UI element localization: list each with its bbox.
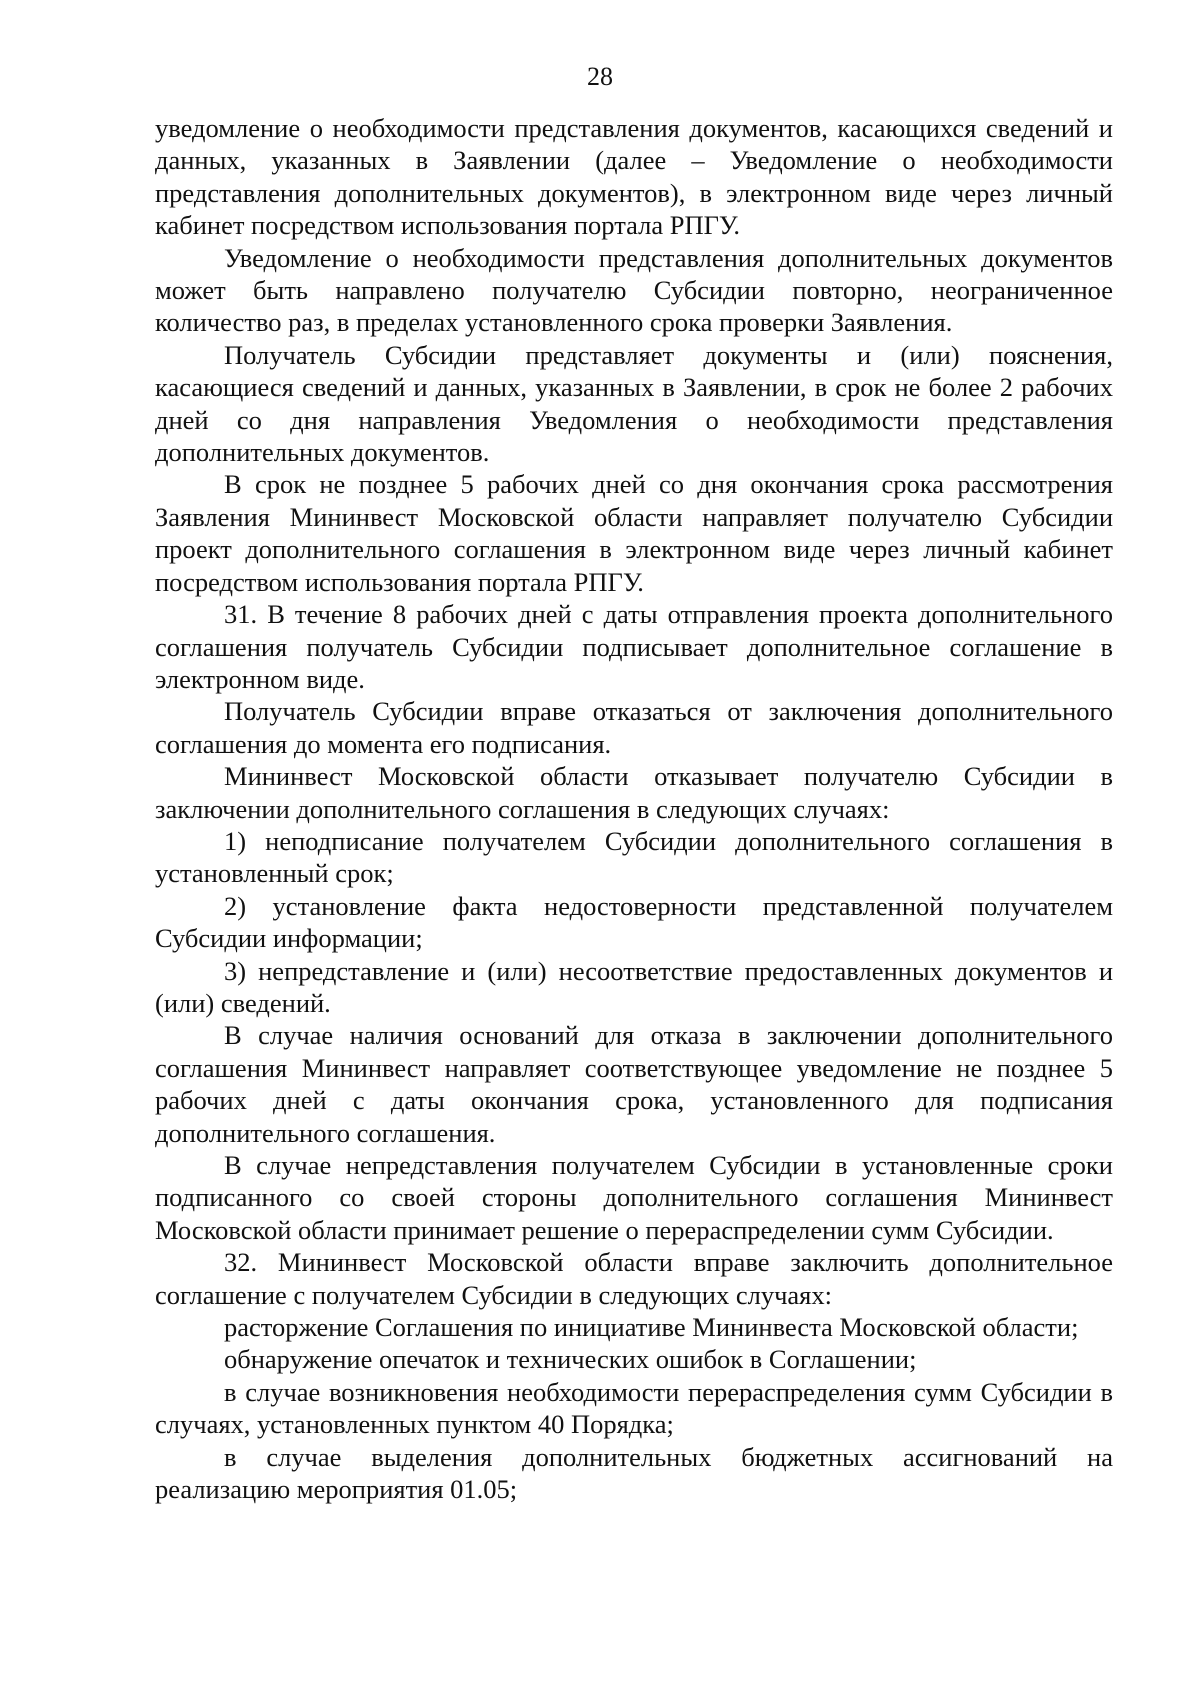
paragraph-clause-31: 31. В течение 8 рабочих дней с даты отправления проекта дополнительного соглашения получатель Субсидии подписывает дополнительное соглашение в электронном виде. — [155, 599, 1113, 694]
paragraph-refusal-notice: В случае наличия оснований для отказа в заключении дополнительного соглашения Мининвест направляет соответствующее уведомление не позднее 5 рабочих дней с даты окончания срока, установленного для подписания дополнительного соглашения. — [155, 1020, 1113, 1148]
paragraph-redistribution: В случае непредставления получателем Субсидии в установленные сроки подписанного со своей стороны дополнительного соглашения Мининвест Московской области принимает решение о перераспределении сумм Субсидии. — [155, 1150, 1113, 1245]
paragraph-refuse-right: Получатель Субсидии вправе отказаться от заключения дополнительного соглашения до момента его подписания. — [155, 696, 1113, 759]
list-item-1: 1) неподписание получателем Субсидии дополнительного соглашения в установленный срок; — [155, 825, 1113, 889]
document-body — [155, 112, 1113, 1505]
paragraph-recipient-documents: Получатель Субсидии представляет документы и (или) пояснения, касающиеся сведений и данных, указанных в Заявлении, в срок не более 2 рабочих дней со дня направления Уведомления о необходимости представления дополнительных документов. — [155, 339, 1113, 468]
paragraph-notification-continuation: уведомление о необходимости представления документов, касающихся сведений и данных, указанных в Заявлении (далее – Уведомление о необходимости представления дополнительных документов), в электронном виде через личный кабинет посредством использования портала РПГУ. — [155, 113, 1113, 241]
paragraph-clause-32: 32. Мининвест Московской области вправе заключить дополнительное соглашение с получателем Субсидии в следующих случаях: — [155, 1247, 1113, 1310]
list-item-additional-funds: в случае выделения дополнительных бюджетных ассигнований на реализацию мероприятия 01.05; — [155, 1441, 1113, 1505]
list-item-2: 2) установление факта недостоверности представленной получателем Субсидии информации; — [155, 890, 1113, 954]
paragraph-refusal-cases: Мининвест Московской области отказывает получателю Субсидии в заключении дополнительного соглашения в следующих случаях: — [155, 761, 1113, 824]
paragraph-repeat-notification: Уведомление о необходимости представления дополнительных документов может быть направлено получателю Субсидии повторно, неограниченное количество раз, в пределах установленного срока проверки Заявления. — [155, 242, 1113, 338]
page-number: 28 — [587, 62, 613, 91]
list-item-3: 3) непредставление и (или) несоответствие предоставленных документов и (или) сведений. — [155, 955, 1113, 1018]
paragraph-draft-agreement: В срок не позднее 5 рабочих дней со дня окончания срока рассмотрения Заявления Мининвест Московской области направляет получателю Субсидии проект дополнительного соглашения в электронном виде через личный кабинет посредством использования портала РПГУ. — [155, 469, 1113, 597]
list-item-redistribution: в случае возникновения необходимости перераспределения сумм Субсидии в случаях, установленных пунктом 40 Порядка; — [155, 1376, 1113, 1440]
list-item-typos: обнаружение опечаток и технических ошибок в Соглашении; — [224, 1344, 917, 1375]
list-item-termination: расторжение Соглашения по инициативе Мининвеста Московской области; — [224, 1312, 1079, 1343]
